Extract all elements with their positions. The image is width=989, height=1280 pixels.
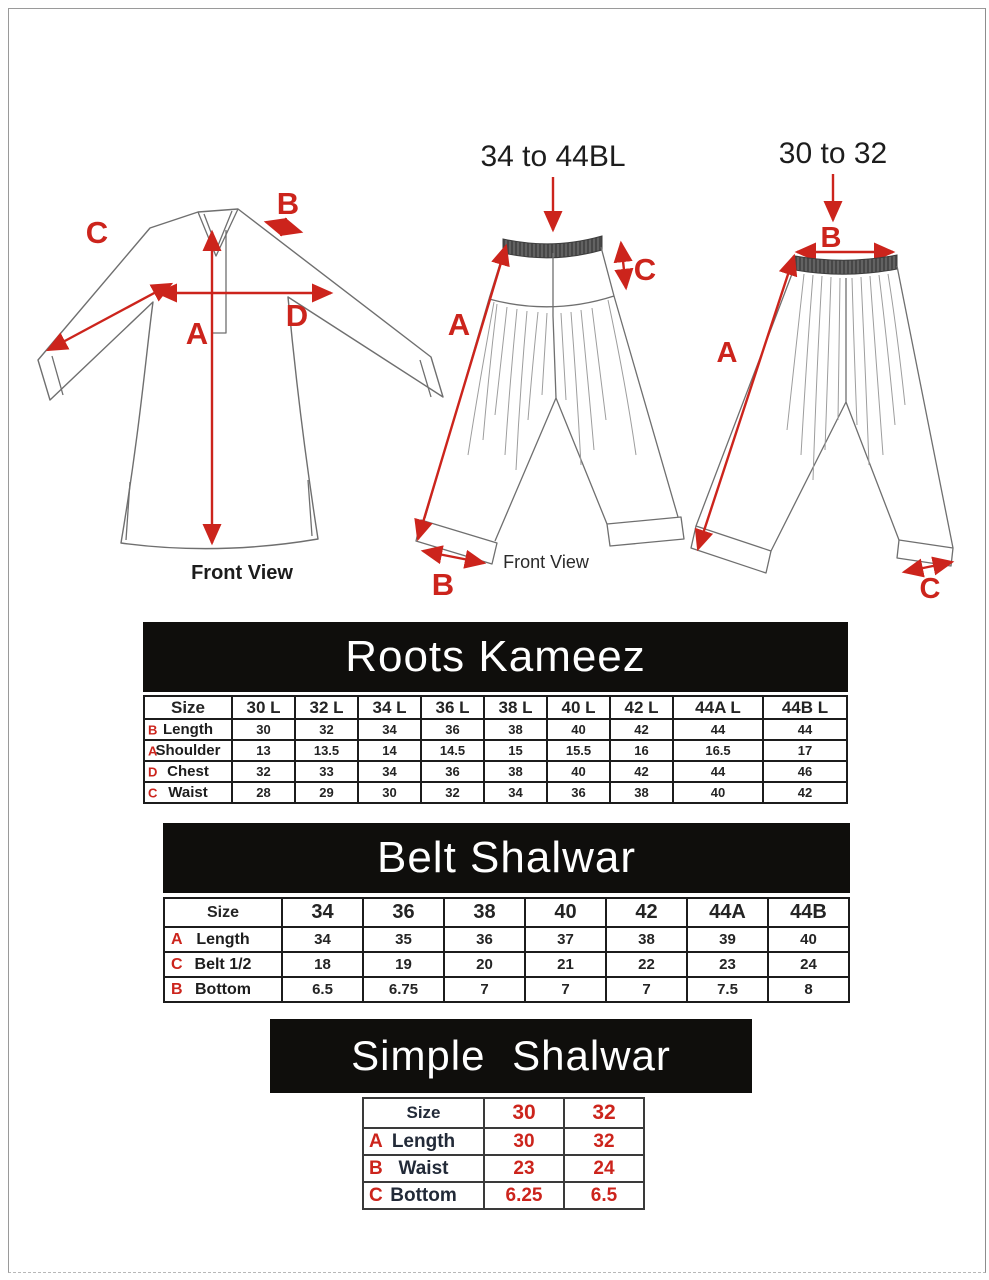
size-column-header: 44B [768,898,849,927]
value-cell: 6.25 [484,1182,564,1209]
measure-name: Waist [398,1157,449,1179]
belt-shalwar-pleats [468,300,636,470]
measure-name: Shoulder [155,742,221,759]
table-title: Belt Shalwar [376,833,636,882]
value-cell: 36 [444,927,525,952]
measure-arrow-A [418,246,506,539]
measure-label-A: A [185,316,209,351]
value-cell: 38 [610,782,673,803]
measure-letter: C [171,955,183,973]
measure-label-B: B [431,567,455,602]
value-cell: 16 [610,740,673,761]
table-row [363,1155,644,1182]
value-cell: 21 [525,952,606,977]
value-cell: 38 [484,719,547,740]
size-column-header: 30 [484,1098,564,1128]
value-cell: 30 [232,719,295,740]
table-row [164,952,849,977]
measure-arrow-B [266,222,301,232]
value-cell: 44 [673,719,763,740]
belt-shalwar-diagram [416,140,684,602]
value-cell: 33 [295,761,358,782]
table-row [144,740,847,761]
kameez-caption: Front View [191,562,293,584]
simple-shalwar-size-table [362,1097,645,1210]
measure-name: Waist [168,784,208,801]
measurement-label-cell [164,977,282,1002]
value-cell: 40 [768,927,849,952]
measure-arrow-C [904,562,952,572]
value-cell: 19 [363,952,444,977]
value-cell: 34 [484,782,547,803]
measure-name: Belt 1/2 [194,955,252,973]
value-cell: 15 [484,740,547,761]
measure-name: Bottom [390,1184,457,1206]
value-cell: 6.5 [564,1182,644,1209]
simple-shalwar-cuffs [691,526,953,573]
kameez-outline [38,209,443,549]
size-column-header: 44A L [673,696,763,719]
measure-label-C: C [85,215,109,250]
value-cell: 23 [484,1155,564,1182]
measure-letter: B [148,722,158,737]
value-cell: 36 [421,761,484,782]
value-cell: 40 [547,719,610,740]
value-cell: 7 [525,977,606,1002]
table-header-row [164,898,849,927]
size-column-header: Size [363,1098,484,1128]
value-cell: 32 [564,1128,644,1155]
value-cell: 38 [484,761,547,782]
measure-letter: C [148,785,158,800]
measure-letter: A [369,1130,383,1152]
measure-letter: D [148,764,158,779]
value-cell: 44 [763,719,847,740]
value-cell: 22 [606,952,687,977]
roots-kameez-section [143,622,848,804]
measure-label-A: A [447,307,471,342]
value-cell: 13 [232,740,295,761]
size-column-header: 36 L [421,696,484,719]
measure-letter: B [171,980,183,998]
table-title: Roots Kameez [345,632,646,681]
simple-shalwar-section [270,1019,752,1210]
value-cell: 36 [547,782,610,803]
value-cell: 37 [525,927,606,952]
value-cell: 36 [421,719,484,740]
value-cell: 16.5 [673,740,763,761]
measurement-label-cell [363,1128,484,1155]
measurement-label-cell [164,927,282,952]
belt-shalwar-caption: Front View [503,552,589,572]
value-cell: 7.5 [687,977,768,1002]
value-cell: 34 [358,719,421,740]
table-row [144,761,847,782]
table-row [144,782,847,803]
value-cell: 30 [358,782,421,803]
value-cell: 14.5 [421,740,484,761]
size-column-header: 42 [606,898,687,927]
simple-shalwar-diagram [691,137,953,605]
value-cell: 35 [363,927,444,952]
size-column-header: 40 [525,898,606,927]
size-column-header: 44B L [763,696,847,719]
table-row [164,927,849,952]
value-cell: 39 [687,927,768,952]
value-cell: 24 [768,952,849,977]
belt-shalwar-legs [425,253,678,541]
value-cell: 18 [282,952,363,977]
simple-shalwar-size-range: 30 to 32 [778,137,888,170]
size-column-header: 30 L [232,696,295,719]
value-cell: 20 [444,952,525,977]
value-cell: 40 [547,761,610,782]
belt-shalwar-size-range: 34 to 44BL [480,140,626,173]
size-column-header: 32 [564,1098,644,1128]
belt-shalwar-section [163,823,850,1003]
value-cell: 40 [673,782,763,803]
measurement-label-cell [144,761,232,782]
size-column-header: 40 L [547,696,610,719]
value-cell: 14 [358,740,421,761]
measurement-label-cell [144,782,232,803]
value-cell: 6.75 [363,977,444,1002]
size-column-header: 38 L [484,696,547,719]
measure-label-D: D [285,298,309,333]
measurement-label-cell [144,719,232,740]
measurement-label-cell [363,1155,484,1182]
measure-letter: B [369,1157,383,1179]
value-cell: 34 [282,927,363,952]
table-title-bar [270,1019,752,1093]
value-cell: 42 [763,782,847,803]
roots-kameez-size-table [143,695,848,804]
value-cell: 42 [610,761,673,782]
value-cell: 8 [768,977,849,1002]
value-cell: 29 [295,782,358,803]
size-column-header: Size [144,696,232,719]
measure-label-B: B [820,222,842,254]
value-cell: 44 [673,761,763,782]
table-header-row [144,696,847,719]
table-title-bar [143,622,848,692]
size-column-header: 44A [687,898,768,927]
value-cell: 32 [421,782,484,803]
table-header-row [363,1098,644,1128]
value-cell: 13.5 [295,740,358,761]
simple-shalwar-legs [696,266,953,551]
value-cell: 15.5 [547,740,610,761]
value-cell: 6.5 [282,977,363,1002]
value-cell: 24 [564,1155,644,1182]
measure-letter: C [369,1184,383,1206]
kameez-diagram [38,186,443,584]
measure-name: Length [196,930,250,948]
size-column-header: 34 L [358,696,421,719]
size-column-header: Size [164,898,282,927]
garment-diagrams [0,0,989,612]
value-cell: 46 [763,761,847,782]
table-row [164,977,849,1002]
measure-arrow-A [698,256,794,549]
table-title-bar [163,823,850,893]
measure-name: Length [391,1130,456,1152]
belt-shalwar-size-table [163,897,850,1003]
value-cell: 42 [610,719,673,740]
value-cell: 7 [444,977,525,1002]
table-title: Simple Shalwar [351,1032,671,1079]
table-row [363,1128,644,1155]
value-cell: 7 [606,977,687,1002]
size-column-header: 38 [444,898,525,927]
measure-label-A: A [716,337,738,369]
value-cell: 34 [358,761,421,782]
measure-label-C: C [633,252,657,287]
measure-arrow-C [621,243,626,288]
value-cell: 38 [606,927,687,952]
measure-name: Length [163,721,213,738]
value-cell: 30 [484,1128,564,1155]
measure-name: Bottom [195,980,251,998]
size-column-header: 42 L [610,696,673,719]
size-column-header: 34 [282,898,363,927]
measurement-label-cell [363,1182,484,1209]
value-cell: 32 [232,761,295,782]
measure-name: Chest [167,763,209,780]
elastic-waistband [795,255,897,274]
size-column-header: 32 L [295,696,358,719]
table-row [363,1182,644,1209]
measure-letter: A [148,743,158,758]
table-row [144,719,847,740]
value-cell: 28 [232,782,295,803]
value-cell: 23 [687,952,768,977]
size-column-header: 36 [363,898,444,927]
value-cell: 17 [763,740,847,761]
value-cell: 32 [295,719,358,740]
measure-label-C: C [919,573,941,605]
measure-letter: A [171,930,183,948]
measure-label-B: B [276,186,300,221]
measurement-label-cell [144,740,232,761]
measurement-label-cell [164,952,282,977]
